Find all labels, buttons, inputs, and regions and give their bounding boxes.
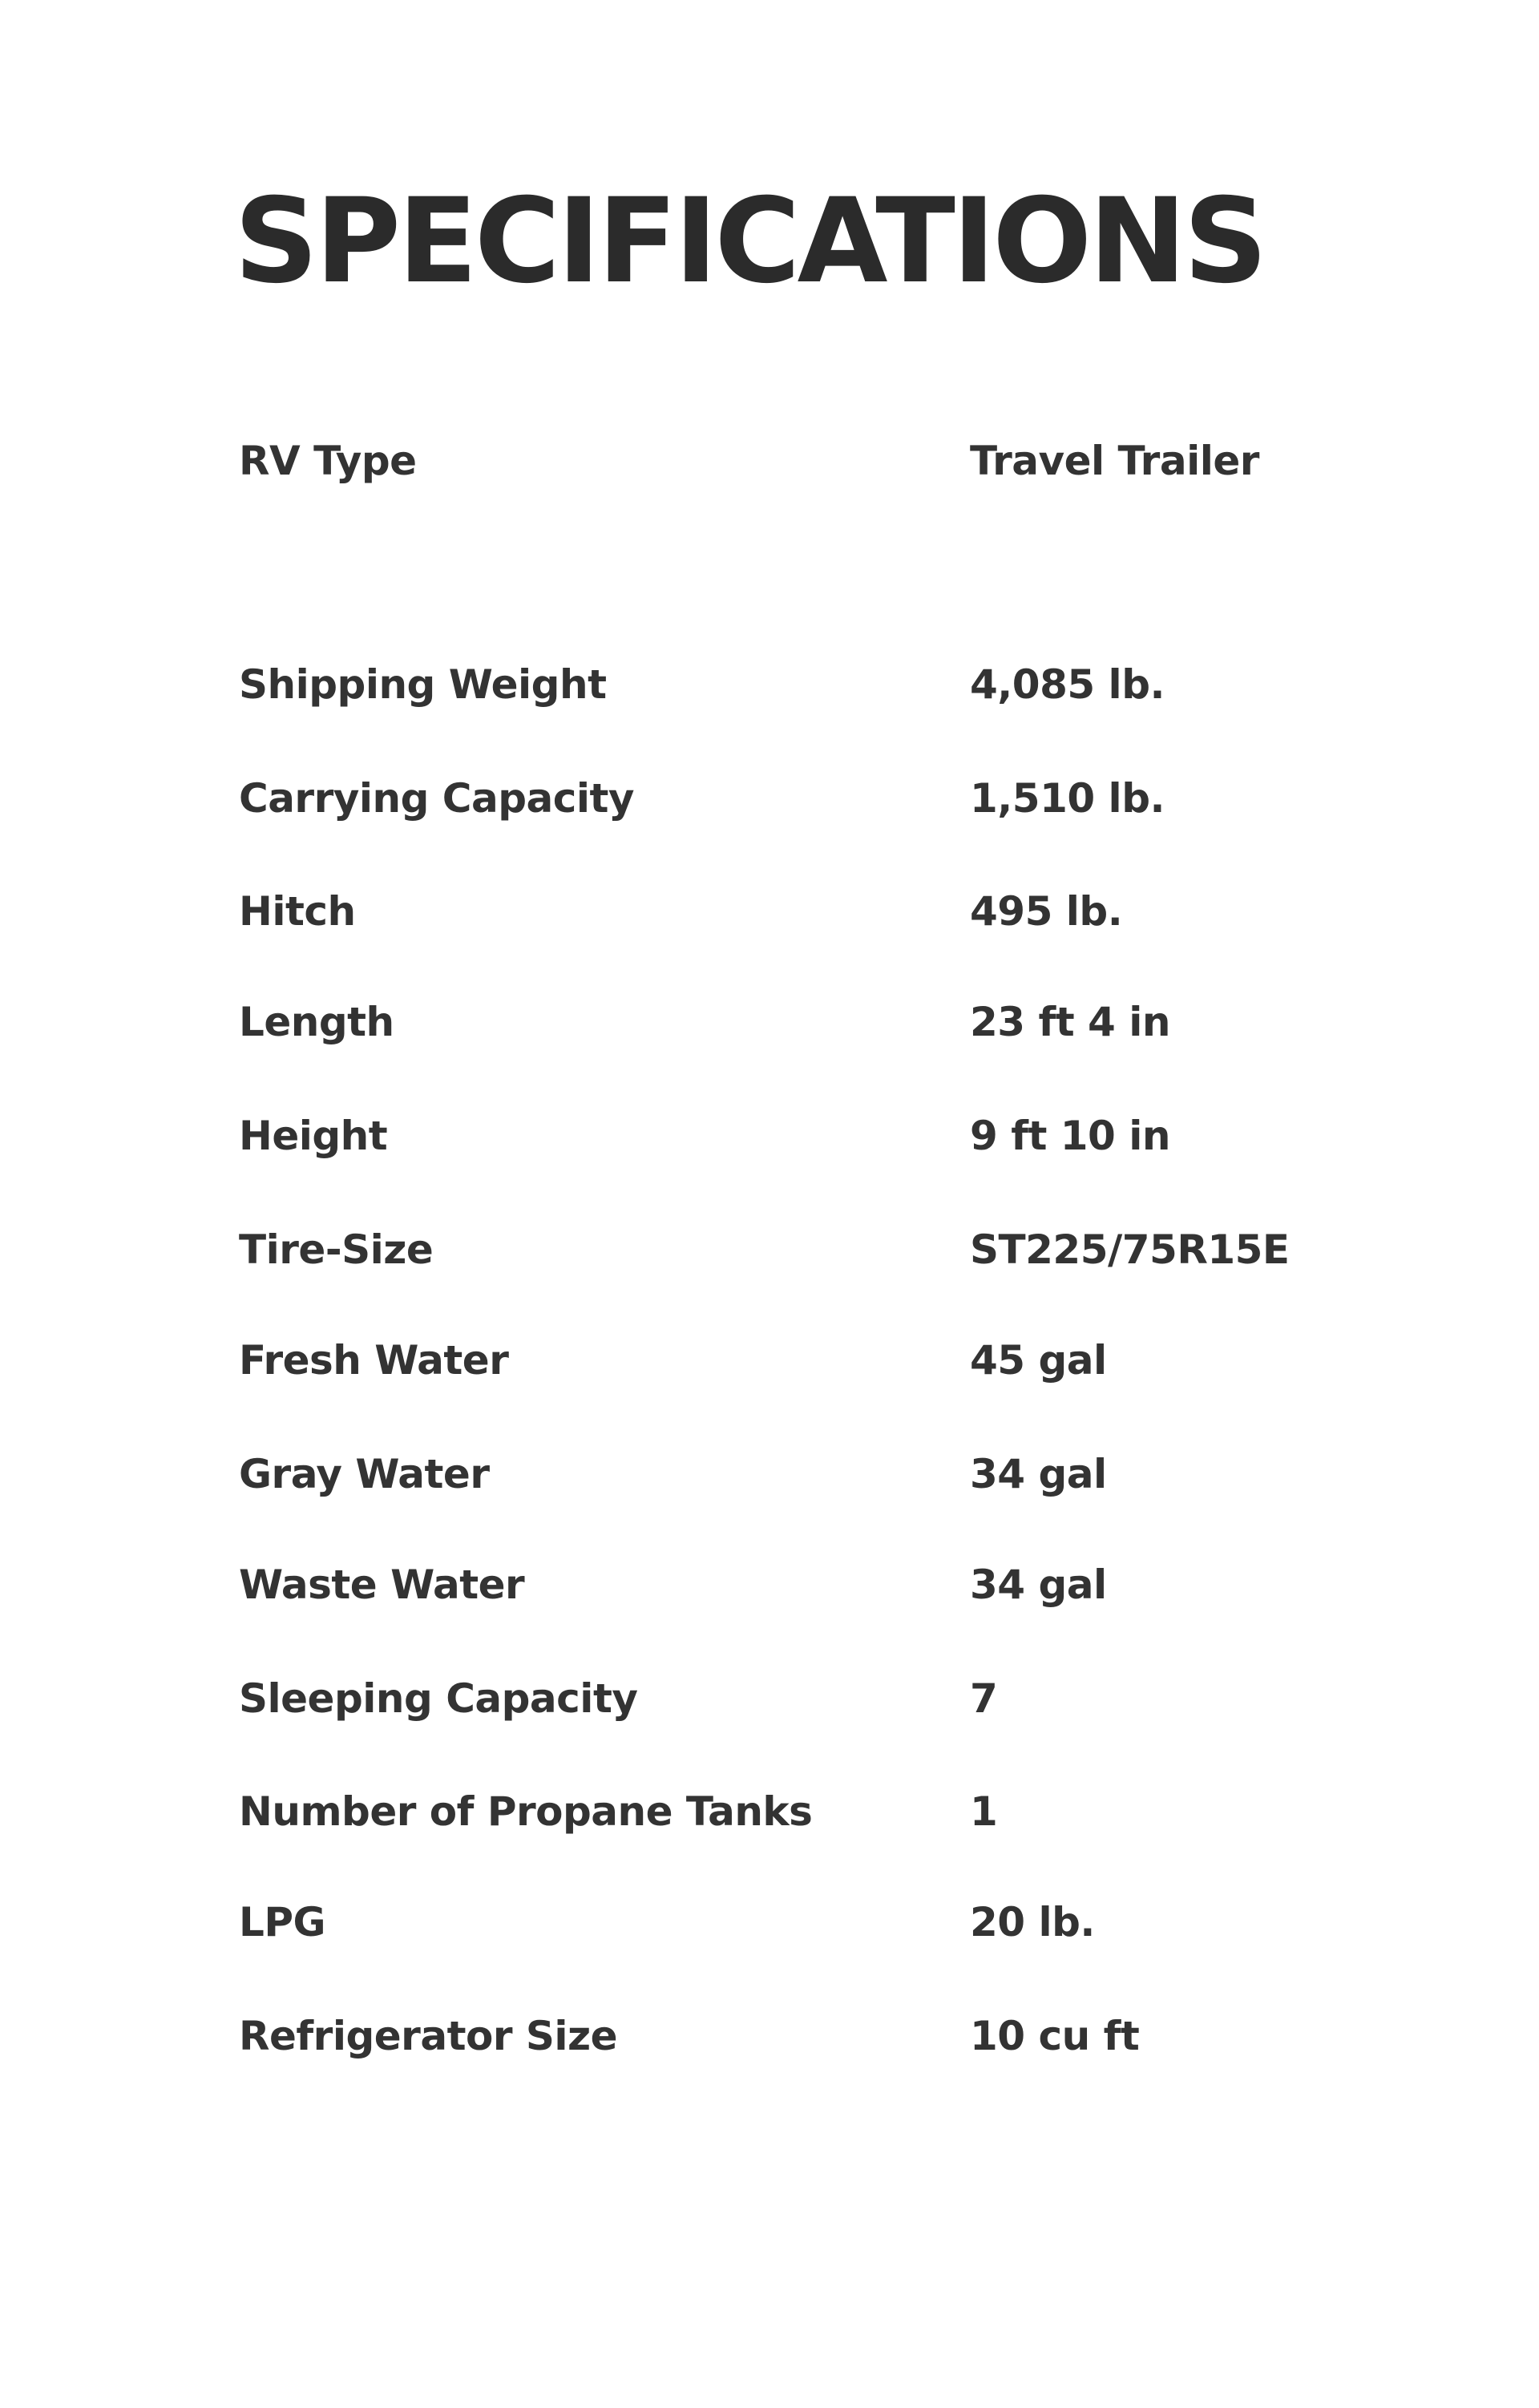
spec-label: Sleeping Capacity bbox=[239, 1675, 638, 1722]
spec-label: Tire-Size bbox=[239, 1226, 434, 1273]
spec-label: Refrigerator Size bbox=[239, 2013, 618, 2059]
page-title: SPECIFICATIONS bbox=[234, 173, 1265, 309]
spec-row-tire-size bbox=[0, 1218, 1539, 1282]
spec-label: Fresh Water bbox=[239, 1337, 509, 1384]
spec-label: Height bbox=[239, 1113, 388, 1159]
spec-row-sleeping-capacity bbox=[0, 1667, 1539, 1731]
spec-value: 4,085 lb. bbox=[970, 661, 1165, 708]
spec-row-gray-water bbox=[0, 1442, 1539, 1506]
spec-row-lpg bbox=[0, 1890, 1539, 1954]
spec-row-waste-water bbox=[0, 1553, 1539, 1617]
spec-value: 45 gal bbox=[970, 1337, 1107, 1384]
spec-row-rv-type bbox=[0, 429, 1539, 493]
spec-value: 34 gal bbox=[970, 1562, 1107, 1608]
spec-row-propane-tanks bbox=[0, 1780, 1539, 1844]
spec-row-carrying-capacity bbox=[0, 766, 1539, 830]
spec-label: Carrying Capacity bbox=[239, 775, 635, 822]
spec-value: Travel Trailer bbox=[970, 438, 1259, 484]
spec-row-hitch bbox=[0, 879, 1539, 943]
spec-row-length bbox=[0, 990, 1539, 1054]
spec-label: Gray Water bbox=[239, 1451, 490, 1497]
spec-row-shipping-weight bbox=[0, 653, 1539, 717]
spec-label: Waste Water bbox=[239, 1562, 525, 1608]
spec-value: ST225/75R15E bbox=[970, 1226, 1290, 1273]
spec-label: LPG bbox=[239, 1899, 326, 1945]
spec-row-refrigerator-size bbox=[0, 2004, 1539, 2068]
spec-label: Length bbox=[239, 999, 394, 1045]
spec-value: 10 cu ft bbox=[970, 2013, 1140, 2059]
spec-row-height bbox=[0, 1104, 1539, 1168]
spec-label: RV Type bbox=[239, 438, 417, 484]
spec-value: 1,510 lb. bbox=[970, 775, 1165, 822]
spec-value: 34 gal bbox=[970, 1451, 1107, 1497]
spec-row-fresh-water bbox=[0, 1328, 1539, 1392]
spec-value: 7 bbox=[970, 1675, 998, 1722]
spec-value: 495 lb. bbox=[970, 888, 1123, 935]
spec-value: 9 ft 10 in bbox=[970, 1113, 1170, 1159]
spec-value: 23 ft 4 in bbox=[970, 999, 1170, 1045]
spec-value: 20 lb. bbox=[970, 1899, 1095, 1945]
spec-value: 1 bbox=[970, 1788, 998, 1835]
spec-label: Hitch bbox=[239, 888, 356, 935]
spec-label: Shipping Weight bbox=[239, 661, 607, 708]
spec-label: Number of Propane Tanks bbox=[239, 1788, 813, 1835]
